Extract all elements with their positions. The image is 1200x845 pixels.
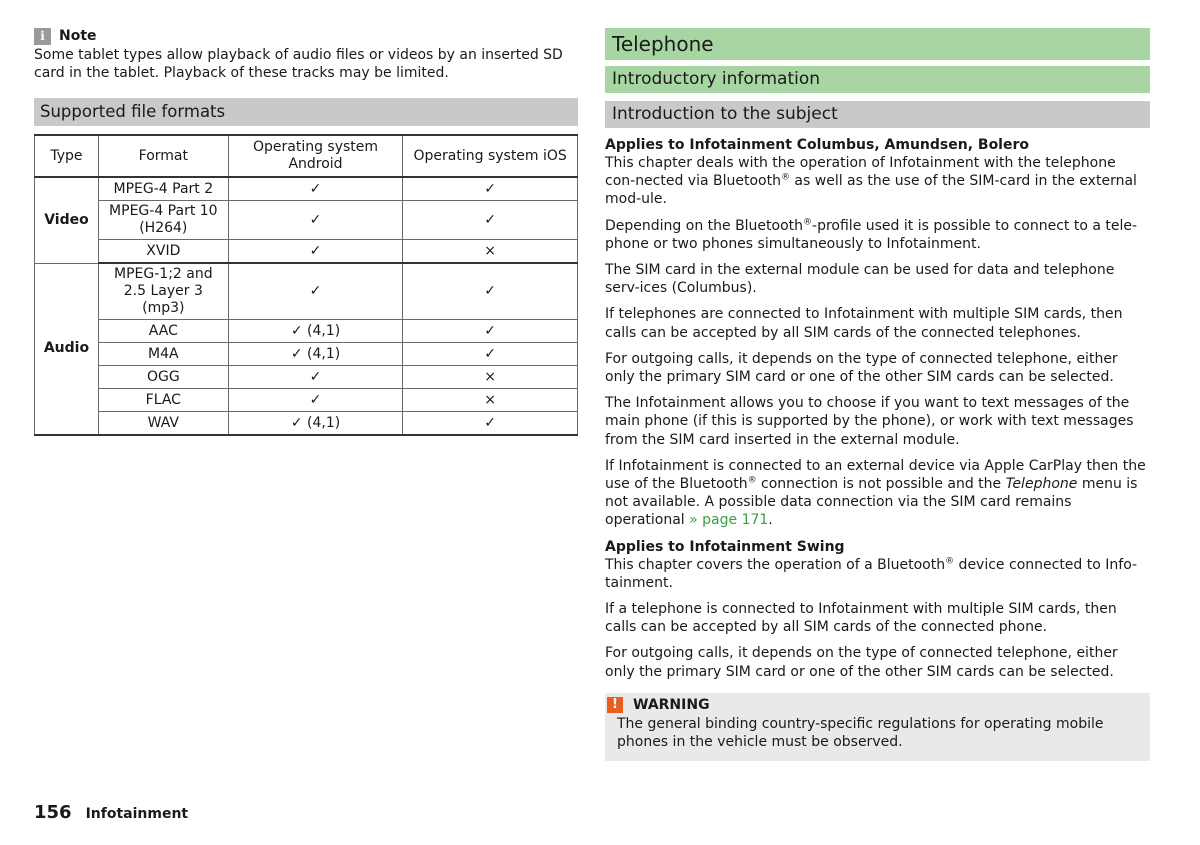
page-number: 156 <box>34 802 72 823</box>
table-row <box>35 366 578 389</box>
ios-cell: ✓ <box>403 320 578 343</box>
column-header-type: Type <box>35 135 99 177</box>
android-cell: ✓ <box>228 366 403 389</box>
table-row <box>35 320 578 343</box>
table-row <box>35 240 578 264</box>
columbus-applies-heading: Applies to Infotainment Columbus, Amundsen, Bolero <box>605 137 1029 153</box>
paragraph-chapter-overview: This chapter deals with the operation of Infotainment with the telephone con-nected via Bluetooth® as well as the use of the SIM-card in the external mod-ule. <box>605 155 1137 208</box>
paragraph-outgoing-calls: For outgoing calls, it depends on the type of connected telephone, either only the primary SIM card or one of the other SIM cards can be selected. <box>605 350 1118 386</box>
page-footer <box>34 802 188 823</box>
ios-cell: × <box>403 366 578 389</box>
format-cell: XVID <box>98 240 228 264</box>
android-cell: ✓ <box>228 240 403 264</box>
left-column <box>34 26 578 436</box>
chapter-name: Infotainment <box>85 806 189 822</box>
introduction-subject-heading: Introduction to the subject <box>605 101 1150 128</box>
table-row <box>35 389 578 412</box>
warning-header <box>612 696 1138 714</box>
ios-cell: ✓ <box>403 263 578 320</box>
paragraph-text-messages: The Infotainment allows you to choose if you want to text messages of the main phone (if this is supported by the phone), or work with text messages from the SIM card inserted in the external module. <box>605 395 1134 448</box>
android-cell: ✓ (4,1) <box>228 320 403 343</box>
ios-cell: ✓ <box>403 177 578 201</box>
supported-formats-heading: Supported file formats <box>34 98 578 126</box>
ios-cell: ✓ <box>403 343 578 366</box>
table-row <box>35 201 578 240</box>
info-icon: i <box>34 28 51 45</box>
android-cell: ✓ <box>228 263 403 320</box>
warning-icon: ! <box>607 697 623 713</box>
column-header-format: Format <box>98 135 228 177</box>
note-title: Note <box>59 28 97 44</box>
format-cell: AAC <box>98 320 228 343</box>
format-cell: WAV <box>98 412 228 436</box>
paragraph-sim-card: The SIM card in the external module can be used for data and telephone serv-ices (Columbus). <box>605 262 1115 297</box>
paragraph-swing-multiple-sim: If a telephone is connected to Infotainment with multiple SIM cards, then calls can be accepted by all SIM cards of the connected phone. <box>605 601 1117 636</box>
table-row <box>35 263 578 320</box>
type-cell-video: Video <box>35 177 99 263</box>
column-header-android: Operating system Android <box>228 135 403 177</box>
android-cell: ✓ <box>228 389 403 412</box>
ios-cell: ✓ <box>403 412 578 436</box>
format-cell: MPEG-4 Part 10 (H264) <box>98 201 228 240</box>
format-cell: MPEG-1;2 and 2.5 Layer 3 (mp3) <box>98 263 228 320</box>
android-cell: ✓ (4,1) <box>228 412 403 436</box>
format-cell: OGG <box>98 366 228 389</box>
note-header <box>34 26 578 46</box>
file-formats-table <box>34 134 578 436</box>
table-row <box>35 343 578 366</box>
android-cell: ✓ <box>228 201 403 240</box>
format-cell: M4A <box>98 343 228 366</box>
introductory-information-heading: Introductory information <box>605 66 1150 93</box>
ios-cell: ✓ <box>403 201 578 240</box>
paragraph-swing-overview: This chapter covers the operation of a Bluetooth® device connected to Info-tainment. <box>605 556 1138 591</box>
ios-cell: × <box>403 389 578 412</box>
table-row <box>35 412 578 436</box>
paragraph-bluetooth-profile: Depending on the Bluetooth®-profile used it is possible to connect to a tele-phone or two phones simultaneously to Infotainment. <box>605 216 1138 252</box>
paragraph-multiple-sim: If telephones are connected to Infotainment with multiple SIM cards, then calls can be accepted by all SIM cards of the connected telephones. <box>605 306 1123 341</box>
warning-title: WARNING <box>633 696 710 713</box>
telephone-heading: Telephone <box>605 28 1150 60</box>
swing-applies-heading: Applies to Infotainment Swing <box>605 538 845 555</box>
paragraph-swing-outgoing-calls: For outgoing calls, it depends on the type of connected telephone, either only the primary SIM card or one of the other SIM cards can be selected. <box>605 645 1118 680</box>
table-header-row <box>35 135 578 177</box>
format-cell: MPEG-4 Part 2 <box>98 177 228 201</box>
paragraph-carplay: If Infotainment is connected to an external device via Apple CarPlay then the use of the Bluetooth® connection is not possible and the Telephone menu is not available. A possible data connection via the SIM card remains operational » page 171. <box>605 457 1146 529</box>
android-cell: ✓ <box>228 177 403 201</box>
type-cell-audio: Audio <box>35 263 99 435</box>
warning-text: The general binding country-specific regulations for operating mobile phones in the vehicle must be observed. <box>617 715 1104 750</box>
ios-cell: × <box>403 240 578 264</box>
page-reference-link[interactable]: » page 171 <box>689 512 769 529</box>
warning-box <box>605 693 1150 761</box>
column-header-ios: Operating system iOS <box>403 135 578 177</box>
format-cell: FLAC <box>98 389 228 412</box>
right-column <box>605 28 1150 761</box>
table-row <box>35 177 578 201</box>
android-cell: ✓ (4,1) <box>228 343 403 366</box>
note-text: Some tablet types allow playback of audio files or videos by an inserted SD card in the tablet. Playback of these tracks may be limited. <box>34 47 563 81</box>
